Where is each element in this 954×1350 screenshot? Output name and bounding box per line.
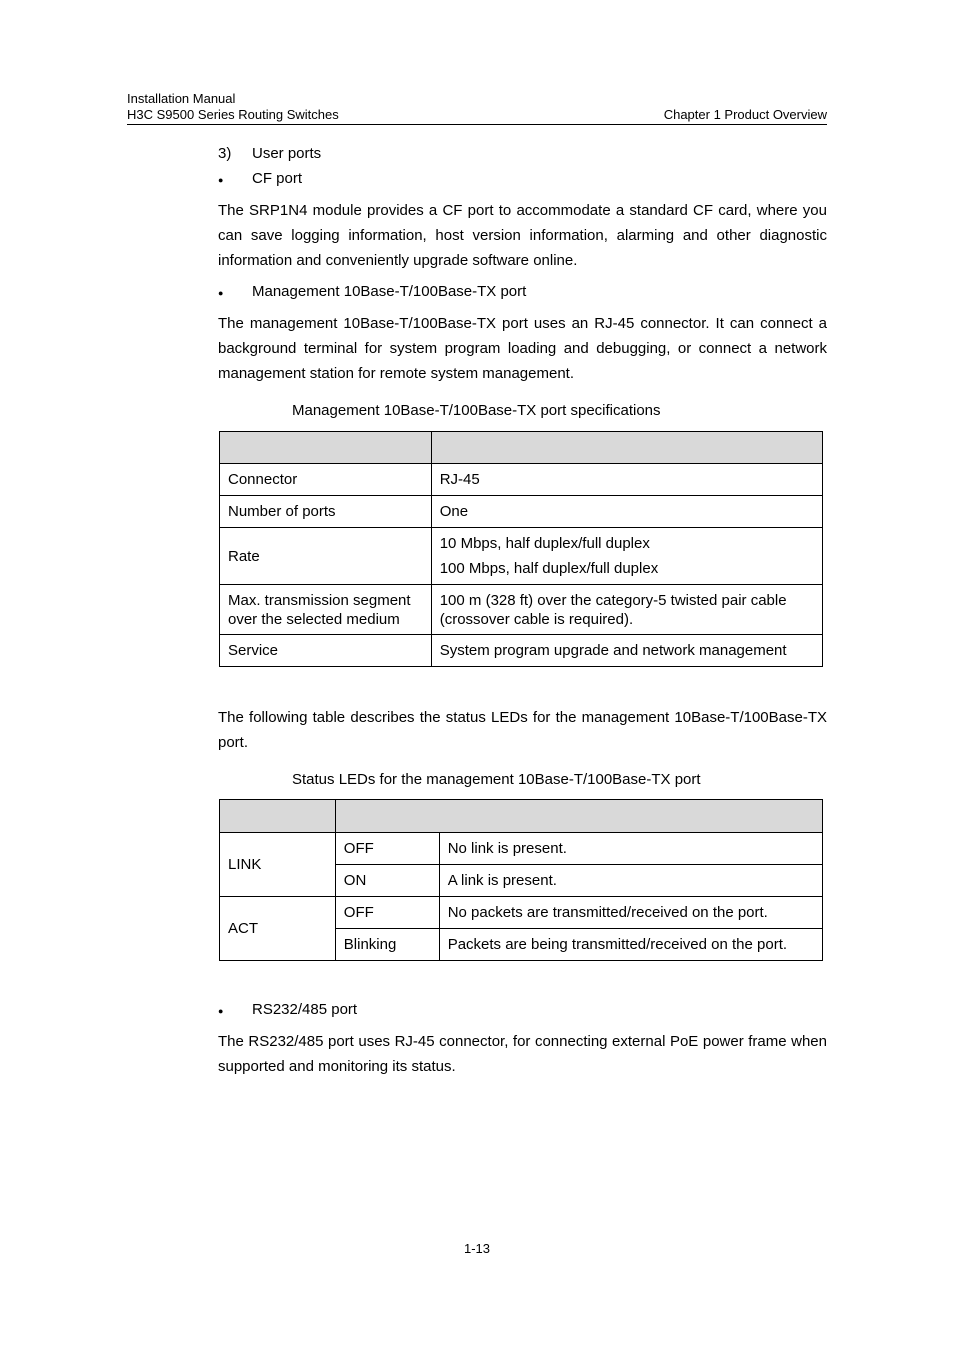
section-number: 3) — [218, 145, 232, 162]
spec-label: Rate — [220, 528, 432, 585]
table-header-cell — [431, 432, 822, 464]
table-header-cell — [220, 432, 432, 464]
manual-title: Installation Manual — [127, 91, 236, 106]
bullet-icon: ● — [218, 288, 224, 298]
spec-label: Number of ports — [220, 496, 432, 528]
table-row — [220, 496, 823, 528]
led-status: OFF — [335, 897, 439, 929]
mgmt-port-paragraph: The management 10Base-T/100Base-TX port uses an RJ-45 connector. It can connect a background terminal for system program loading and debugging, or connect a network management station for remote system management. — [218, 315, 827, 382]
led-table-caption: Status LEDs for the management 10Base-T/100Base-TX port — [292, 771, 701, 788]
spec-value — [431, 528, 822, 585]
bullet-icon: ● — [218, 175, 224, 185]
led-table — [219, 799, 823, 961]
cf-port-paragraph: The SRP1N4 module provides a CF port to accommodate a standard CF card, where you can save logging information, host version information, alarming and other diagnostic information and conveniently upgrade software online. — [218, 202, 827, 269]
rs-port-bullet: RS232/485 port — [252, 1001, 358, 1018]
table-row — [220, 528, 823, 585]
spec-table — [219, 431, 823, 667]
table-header-row — [220, 800, 823, 833]
spec-value-line: 100 Mbps, half duplex/full duplex — [439, 560, 659, 577]
header-rule — [127, 124, 827, 125]
led-description: Packets are being transmitted/received on the port. — [439, 929, 822, 961]
header-left — [127, 91, 339, 123]
led-description: A link is present. — [439, 865, 822, 897]
spec-value-line: 10 Mbps, half duplex/full duplex — [439, 535, 650, 552]
spec-label: Service — [220, 635, 432, 667]
section-title: User ports — [252, 145, 322, 162]
led-description: No link is present. — [439, 833, 822, 865]
mgmt-port-bullet: Management 10Base-T/100Base-TX port — [252, 283, 527, 300]
led-status: ON — [335, 865, 439, 897]
section-heading — [218, 145, 322, 162]
table-header-cell — [335, 800, 822, 833]
spec-value: 100 m (328 ft) over the category-5 twisted pair cable (crossover cable is required). — [431, 585, 822, 635]
table-row — [220, 833, 823, 865]
cf-port-bullet: CF port — [252, 170, 303, 187]
table-header-row — [220, 432, 823, 464]
led-name: LINK — [220, 833, 336, 897]
table-header-cell — [220, 800, 336, 833]
table-row — [220, 635, 823, 667]
led-description: No packets are transmitted/received on the port. — [439, 897, 822, 929]
bullet-icon: ● — [218, 1006, 224, 1016]
led-status: OFF — [335, 833, 439, 865]
spec-value: One — [431, 496, 822, 528]
led-status: Blinking — [335, 929, 439, 961]
page-number: 1-13 — [463, 1241, 491, 1256]
spec-label: Max. transmission segment over the selected medium — [220, 585, 432, 635]
spec-value: RJ-45 — [431, 464, 822, 496]
led-name: ACT — [220, 897, 336, 961]
led-intro-paragraph: The following table describes the status LEDs for the management 10Base-T/100Base-TX port. — [218, 709, 827, 751]
table-row — [220, 464, 823, 496]
table-row — [220, 897, 823, 929]
rs-port-paragraph: The RS232/485 port uses RJ-45 connector, for connecting external PoE power frame when supported and monitoring its status. — [218, 1033, 827, 1075]
spec-table-caption: Management 10Base-T/100Base-TX port specifications — [292, 402, 661, 419]
table-row — [220, 585, 823, 635]
spec-label: Connector — [220, 464, 432, 496]
product-name: H3C S9500 Series Routing Switches — [127, 107, 339, 122]
chapter-title: Chapter 1 Product Overview — [663, 107, 827, 122]
spec-value: System program upgrade and network management — [431, 635, 822, 667]
